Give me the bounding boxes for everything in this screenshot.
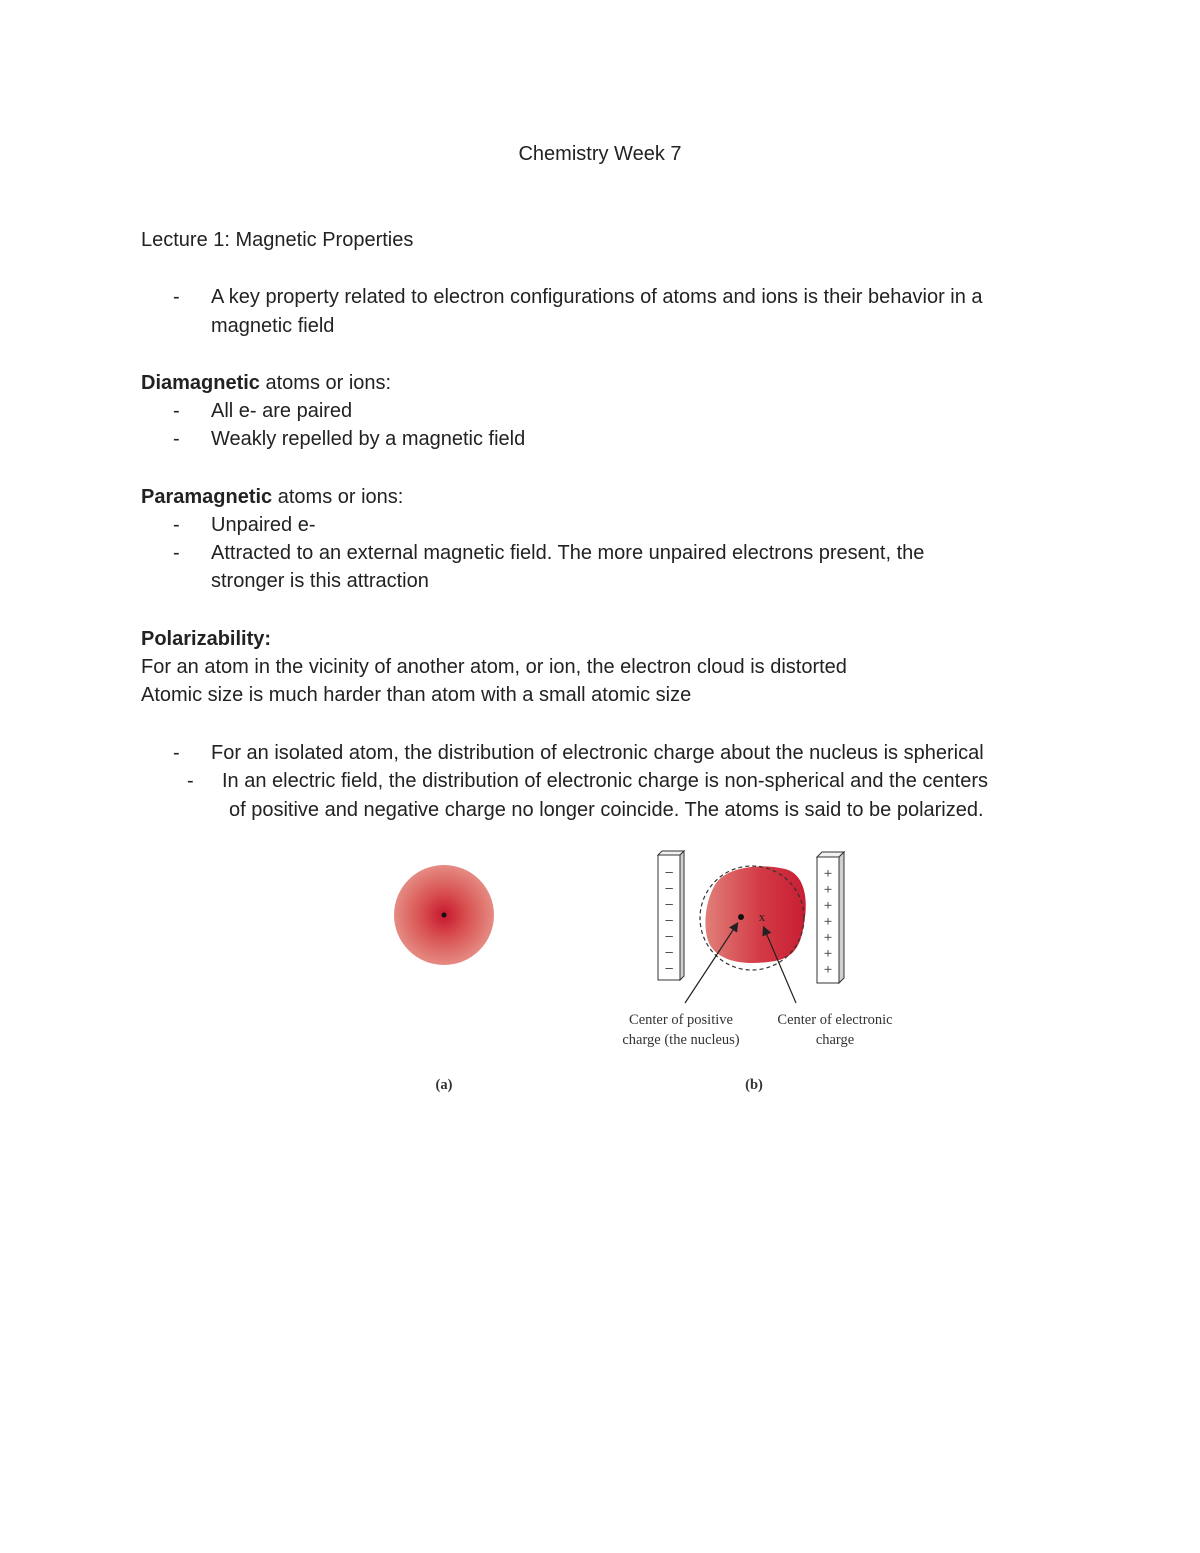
minus-sign: − — [664, 945, 674, 962]
diamagnetic-term: Diamagnetic — [141, 372, 260, 394]
intro-bullet-line1: A key property related to electron configurations of atoms and ions is their behavior in a — [211, 286, 983, 308]
paramagnetic-bullet-1: Unpaired e- — [211, 514, 316, 536]
paramagnetic-rest: atoms or ions: — [272, 486, 404, 508]
electronic-center-mark: x — [758, 909, 766, 924]
plus-sign: + — [823, 898, 833, 914]
paramagnetic-bullet-2-line1: Attracted to an external magnetic field. The more unpaired electrons present, the — [211, 542, 925, 564]
polarizability-bullet-2-line1: In an electric field, the distribution of electronic charge is non-spherical and the centers — [222, 770, 988, 792]
plus-sign: + — [823, 946, 833, 962]
panel-label-b: (b) — [745, 1077, 763, 1093]
plus-sign: + — [823, 882, 833, 898]
callout-positive-line2: charge (the nucleus) — [622, 1032, 740, 1048]
bullet-dash: - — [173, 286, 180, 308]
minus-sign: − — [664, 929, 674, 946]
panel-label-a: (a) — [435, 1077, 453, 1093]
lecture-heading: Lecture 1: Magnetic Properties — [141, 229, 414, 251]
polarization-figure — [380, 845, 920, 1100]
minus-sign: − — [664, 961, 674, 978]
positive-signs — [824, 866, 832, 978]
nucleus-dot-polarized — [738, 914, 744, 920]
page-title: Chemistry Week 7 — [518, 143, 682, 165]
diamagnetic-bullet-2: Weakly repelled by a magnetic field — [211, 428, 526, 450]
bullet-dash: - — [173, 514, 180, 536]
callout-electronic-line1: Center of electronic — [777, 1012, 893, 1028]
minus-sign: − — [664, 865, 674, 882]
diamagnetic-bullet-1: All e- are paired — [211, 400, 353, 422]
intro-bullet-line2: magnetic field — [211, 315, 335, 337]
bullet-dash: - — [173, 428, 180, 450]
plus-sign: + — [823, 962, 833, 978]
callout-positive-line1: Center of positive — [629, 1012, 733, 1028]
diamagnetic-heading — [141, 369, 391, 397]
plus-sign: + — [823, 866, 833, 882]
plus-sign: + — [823, 930, 833, 946]
bullet-dash: - — [173, 742, 180, 764]
diamagnetic-rest: atoms or ions: — [259, 372, 392, 394]
callout-electronic-line2: charge — [815, 1032, 855, 1048]
bullet-dash: - — [173, 542, 180, 564]
polarizability-term: Polarizability: — [141, 628, 272, 650]
minus-sign: − — [664, 881, 674, 898]
paramagnetic-term: Paramagnetic — [141, 486, 273, 508]
bullet-dash: - — [173, 400, 180, 422]
paramagnetic-bullet-2-line2: stronger is this attraction — [211, 570, 429, 592]
plus-sign: + — [823, 914, 833, 930]
bullet-dash: - — [187, 770, 194, 792]
polarizability-bullet-1: For an isolated atom, the distribution of electronic charge about the nucleus is spherical — [211, 742, 984, 764]
polarizability-line1: For an atom in the vicinity of another atom, or ion, the electron cloud is distorted — [141, 656, 847, 678]
nucleus-dot — [442, 913, 447, 918]
polarizability-heading — [141, 625, 271, 653]
minus-sign: − — [664, 913, 674, 930]
paramagnetic-heading — [141, 483, 403, 511]
minus-sign: − — [664, 897, 674, 914]
polarizability-line2: Atomic size is much harder than atom with a small atomic size — [141, 684, 692, 706]
negative-signs — [664, 865, 673, 978]
polarizability-bullet-2-line2: of positive and negative charge no longer coincide. The atoms is said to be polarized. — [229, 799, 984, 821]
